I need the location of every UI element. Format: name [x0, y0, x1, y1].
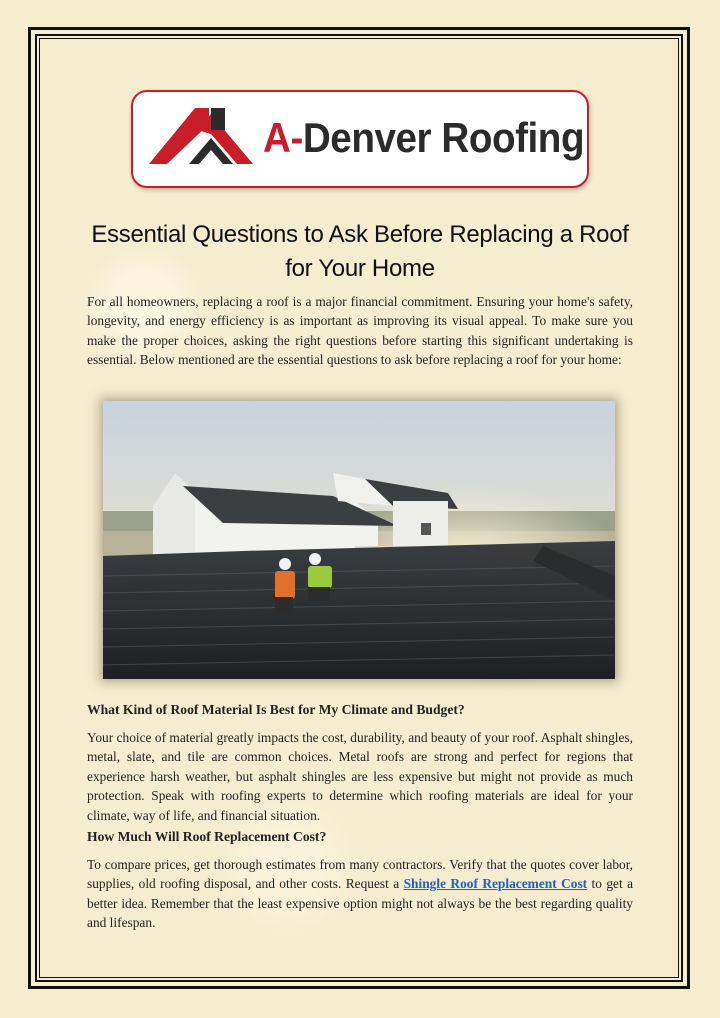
roof-workers-photo: [103, 401, 615, 679]
intro-paragraph: For all homeowners, replacing a roof is a major financial commitment. Ensuring your home's safety, longevity, and energy efficiency is as important as improving its visual appeal. To make sure you make the proper choices, asking the right questions before starting this significant undertaking is essential. Below mentioned are the essential questions to ask before replacing a roof for your home:: [87, 294, 633, 368]
section-body-cost: [87, 855, 633, 933]
article-title: Essential Questions to Ask Before Replacing a Roof for Your Home: [91, 221, 629, 282]
section-heading-cost: How Much Will Roof Replacement Cost?: [87, 829, 327, 844]
section-body-material: Your choice of material greatly impacts the cost, durability, and beauty of your roof. Asphalt shingles, metal, slate, and tile are common choices. Metal roofs are strong and perfect for regions that experience harsh weather, but asphalt shingles are less expensive but might not provide as much protection. Speak with roofing experts to determine which roofing materials are ideal for your climate, way of life, and financial situation.: [87, 730, 633, 823]
brand-logo: [131, 90, 589, 188]
cost-text-after-link: to get a better idea. Remember that the least expensive option might not always be the best regarding quality and lifespan.: [87, 876, 634, 931]
section-heading-material: What Kind of Roof Material Is Best for My Climate and Budget?: [87, 702, 465, 717]
brand-name: [263, 114, 584, 162]
brand-name-text: Denver Roofing: [302, 114, 585, 161]
cost-text-before-link: To compare prices, get thorough estimates from many contractors. Verify that the quotes cover labor, supplies, old roofing disposal, and other costs. Request a: [87, 857, 633, 892]
shingle-roof-replacement-cost-link[interactable]: Shingle Roof Replacement Cost: [403, 876, 588, 892]
roof-logo-icon: [149, 102, 259, 178]
brand-prefix: A-: [263, 114, 303, 161]
